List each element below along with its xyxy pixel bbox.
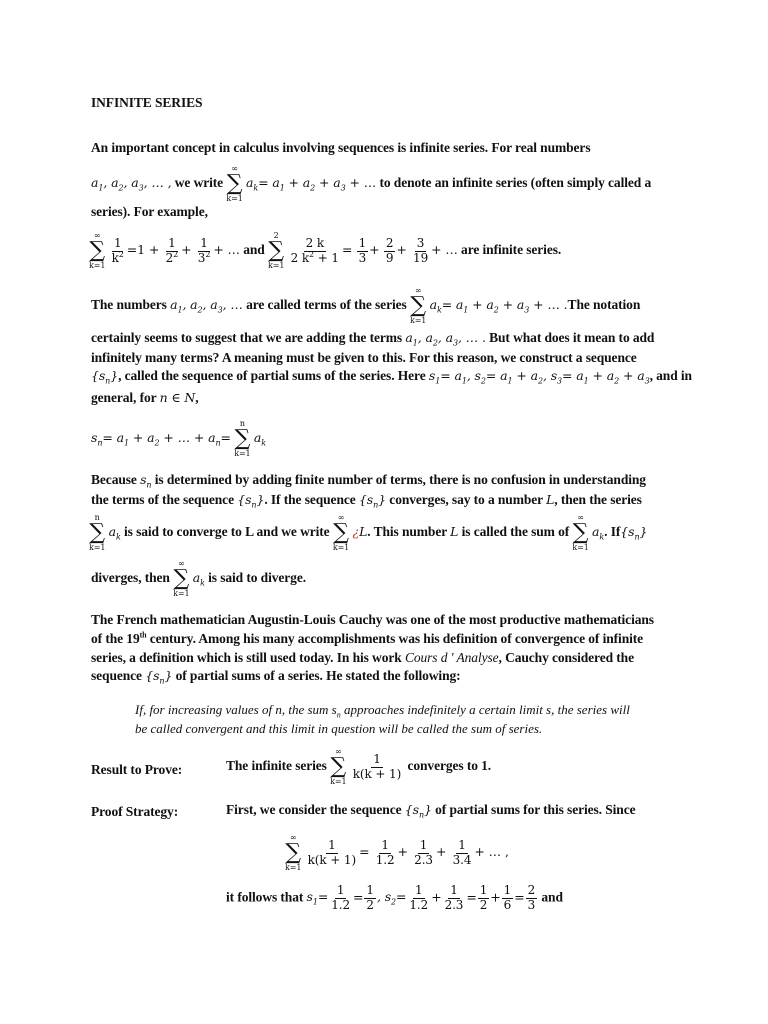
paragraph-4-line-1: The French mathematician Augustin-Louis Cauchy was one of the most productive mathematicians	[91, 612, 654, 627]
paragraph-2-line-3: infinitely many terms? A meaning must be given to this. For this reason, we construct a sequence	[91, 350, 637, 365]
paragraph-4-line-2: of the 19th century. Among his many accomplishments was his definition of convergence of infinite	[91, 630, 644, 646]
partial-sum-formula: $s_n= a_1 + a_2$ + … + $a_n=$ n ∑ k=1 $a_k$	[91, 419, 266, 458]
paragraph-4-line-4: sequence $\{s_n\}$ of partial sums of a series. He stated the following:	[91, 668, 461, 686]
paragraph-3-line-3: n ∑ k=1 $a_k$ is said to converge to L and we write ∞ ∑ k=1 ¿L. This number L is called the sum of ∞ ∑ k=1 $a_k$. $If\{s_n\}$	[89, 513, 648, 552]
partial-sums-line: it follows that $s_1=$ $\frac{1}{1.2}$ = $\frac{1}{2}$ , $s_2=$ $\frac{1}{1.2}$ + $\frac{1}{2.3}$ = $\frac{1}{2}$ + $\frac{1}{6}$ = $\frac{2}{3}$ and	[226, 883, 563, 912]
sum-symbol: ∞ ∑ k=1	[226, 164, 243, 203]
result-statement: The infinite series ∞ ∑ k=1 $\frac{1}{k(k + 1)}$ converges to 1.	[226, 747, 492, 786]
paragraph-1-line-2: $a_1$, $a_2$, $a_3$, … , we write ∞ ∑ k=1 $a_k= a_1 + a_2 + a_3$ + … to denote an infinite series (often simply called a	[91, 164, 652, 203]
paragraph-4-line-3: series, a definition which is still used today. In his work Cours d ' Analyse, Cauchy considered the	[91, 650, 634, 665]
quote-line-2: be called convergent and this limit in question will be called the sum of series.	[135, 721, 543, 736]
paragraph-1-line-3: series). For example,	[91, 204, 208, 219]
paragraph-2-line-2: certainly seems to suggest that we are adding the terms $a_1$, $a_2$, $a_3$, … . But what does it mean to add	[91, 330, 655, 348]
paragraph-1-line-1: An important concept in calculus involving sequences is infinite series. For real numbers	[91, 140, 591, 155]
result-label: Result to Prove:	[91, 762, 183, 777]
quote-line-1: If, for increasing values of n, the sum $s_n$ approaches indefinitely a certain limit s, the series will	[135, 702, 630, 720]
page-title: INFINITE SERIES	[91, 95, 203, 110]
cauchy-quote	[135, 700, 695, 738]
paragraph-2-line-5: general, for n ∈ N,	[91, 390, 199, 405]
proof-label: Proof Strategy:	[91, 804, 179, 819]
paragraph-2-line-1: The numbers $a_1$, $a_2$, $a_3$, … are called terms of the series ∞ ∑ k=1 $a_k= a_1 + a_2 + a_3$ + … .The notation	[91, 286, 641, 325]
paragraph-3-line-1: Because $s_n$ is determined by adding finite number of terms, there is no confusion in understanding	[91, 472, 646, 490]
series-expansion: ∞ ∑ k=1 $\frac{1}{k(k + 1)}$ = $\frac{1}{1.2}$ + $\frac{1}{2.3}$ + $\frac{1}{3.4}$ + … ,	[285, 833, 509, 872]
example-series-line: ∞ ∑ k=1 $\frac{1}{k^2}$ =1 + $\frac{1}{2^2}$ + $\frac{1}{3^2}$ + … and 2 ∑ k=1 $\frac{2 k}{2 k^2 + 1}$ = $\frac{1}{3}$ + $\frac{2}{9}$ + $\frac{3}{19}$ + … are infinite series.	[89, 231, 562, 270]
paragraph-2-line-4: $\{s_n\}$, called the sequence of partial sums of the series. Here $s_1= a_1$, $s_2= a_1 + a_2$, $s_3= a_1 + a_2 + a_3$, and in	[91, 368, 692, 386]
paragraph-3-line-4: diverges, then ∞ ∑ k=1 $a_k$ is said to diverge.	[91, 559, 306, 598]
paragraph-3-line-2: the terms of the sequence $\{s_n\}$. If the sequence $\{s_n\}$ converges, say to a number L, then the series	[91, 492, 642, 510]
proof-statement: First, we consider the sequence $\{s_n\}$ of partial sums for this series. Since	[226, 802, 636, 820]
